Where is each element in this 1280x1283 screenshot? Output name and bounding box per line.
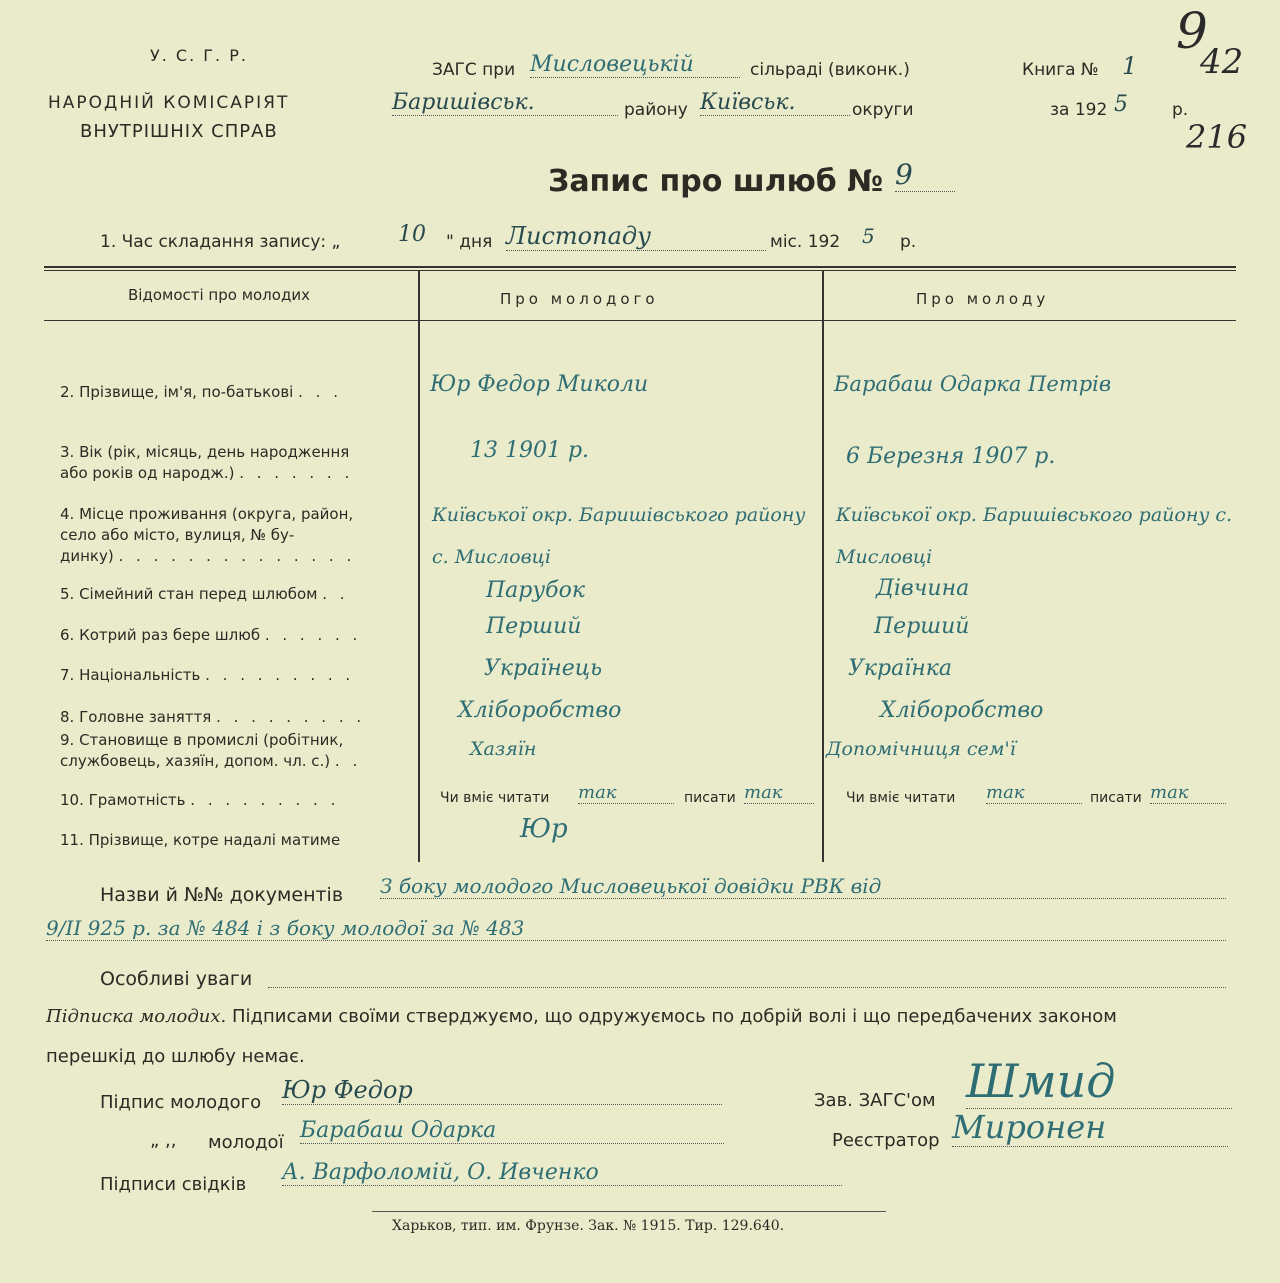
notes-label: Особливі уваги <box>100 968 253 990</box>
bride-age: 6 Березня 1907 р. <box>846 444 1056 469</box>
groom-signature: Юр Федор <box>282 1076 722 1105</box>
record-year-suffix: р. <box>900 232 917 252</box>
groom-write-label: писати <box>684 790 736 806</box>
bride-signature-label: молодої <box>208 1132 284 1153</box>
row-label-future-surname: 11. Прізвище, котре надалі матиме <box>60 831 341 849</box>
registrar-signature: Миронен <box>952 1108 1228 1147</box>
book-label: Книга № <box>1022 60 1099 80</box>
row-label-marital: 5. Сімейний стан перед шлюбом . . <box>60 585 349 603</box>
table-top-border <box>44 266 1236 268</box>
bride-signature-quote: „ ,, <box>150 1130 177 1151</box>
groom-signature-label: Підпис молодого <box>100 1092 262 1113</box>
groom-position: Хазяїн <box>470 738 537 760</box>
zags-prefix: ЗАГС при <box>432 60 516 80</box>
groom-marital: Парубок <box>486 578 585 603</box>
row-label-position: 9. Становище в промислі (робітник, службовець, хазяїн, допом. чл. с.) . . <box>60 731 362 770</box>
registrar-label: Реєстратор <box>832 1130 940 1151</box>
notes-line <box>268 986 1226 988</box>
groom-occupation: Хліборобство <box>458 698 622 723</box>
row-label-nationality: 7. Національність . . . . . . . . . <box>60 666 355 684</box>
row-label-age: 3. Вік (рік, місяць, день народження або років од народж.) . . . . . . . <box>60 443 354 482</box>
okruha-label: округи <box>852 100 914 120</box>
row-label-marriage-count: 6. Котрий раз бере шлюб . . . . . . <box>60 626 362 644</box>
declaration-line1: Підписка молодих. Підписами своїми стверджуємо, що одружуємось по добрій волі і що передбачених законом <box>46 1006 1117 1027</box>
head-label: Зав. ЗАГС'ом <box>814 1090 936 1111</box>
bride-read-value: так <box>986 782 1082 804</box>
printer-info: Харьков, тип. им. Фрунзе. Зак. № 1915. Тир. 129.640. <box>392 1218 785 1234</box>
year-suffix: р. <box>1172 100 1189 120</box>
page-title: Запис про шлюб № <box>548 164 884 199</box>
groom-future-surname: Юр <box>520 814 568 844</box>
witnesses-label: Підписи свідків <box>100 1174 247 1195</box>
commissariat-line2: ВНУТРІШНІХ СПРАВ <box>80 121 278 142</box>
header-groom: Про молодого <box>500 290 659 308</box>
record-time-label: 1. Час складання запису: „ <box>100 232 341 252</box>
bride-marriage-count: Перший <box>874 614 970 639</box>
row-label-residence: 4. Місце проживання (округа, район, село або місто, вулиця, № бу- динку) . . . . . . . . . . . . . . <box>60 505 356 565</box>
raion-label: району <box>624 100 688 120</box>
row-label-literacy: 10. Грамотність . . . . . . . . . <box>60 791 340 809</box>
groom-residence: Київської окр. Баришівського району с. Мисловці <box>432 504 806 568</box>
documents-line2: 9/ІІ 925 р. за № 484 і з боку молодої за № 483 <box>46 916 1226 941</box>
bride-write-value: так <box>1150 782 1226 804</box>
record-day-suffix: " дня <box>446 232 493 252</box>
okruha-handwritten: Київськ. <box>700 90 850 116</box>
documents-line1: З боку молодого Мисловецької довідки РВК від <box>380 874 1226 899</box>
zags-village-handwritten: Мисловецькій <box>530 52 740 78</box>
corner-number: 216 <box>1186 118 1248 156</box>
bride-residence: Київської окр. Баришівського району с. Мисловці <box>836 504 1233 568</box>
commissariat-line1: НАРОДНІЙ КОМІСАРІЯТ <box>48 93 290 113</box>
book-number-handwritten: 1 <box>1122 52 1138 80</box>
year-handwritten: 5 <box>1114 92 1128 117</box>
groom-age: 13 1901 р. <box>470 438 590 463</box>
raion-handwritten: Баришівськ. <box>392 90 618 116</box>
bride-nationality: Українка <box>848 656 953 681</box>
groom-marriage-count: Перший <box>486 614 582 639</box>
bride-name: Барабаш Одарка Петрів <box>834 372 1112 396</box>
declaration-bold: Підписка молодих. <box>46 1006 227 1027</box>
bride-occupation: Хліборобство <box>880 698 1044 723</box>
row-label-name: 2. Прізвище, ім'я, по-батькові . . . <box>60 383 342 401</box>
bride-read-label: Чи вміє читати <box>846 790 956 806</box>
groom-read-value: так <box>578 782 674 804</box>
table-header-divider <box>44 320 1236 321</box>
row-label-occupation: 8. Головне заняття . . . . . . . . . <box>60 708 366 726</box>
groom-read-label: Чи вміє читати <box>440 790 550 806</box>
table-column-divider-2 <box>822 270 824 862</box>
zags-suffix: сільраді (виконк.) <box>750 60 910 80</box>
bride-write-label: писати <box>1090 790 1142 806</box>
year-label: за 192 <box>1050 100 1108 120</box>
bride-position: Допомічниця сем'ї <box>826 738 1016 760</box>
documents-label: Назви й №№ документів <box>100 884 344 906</box>
record-day-handwritten: 10 <box>398 222 426 247</box>
book-corner-number2: 42 <box>1200 42 1244 82</box>
groom-name: Юр Федор Миколи <box>430 372 649 397</box>
table-top-border-2 <box>44 270 1236 271</box>
head-signature: Шмид <box>966 1054 1232 1109</box>
bride-marital: Дівчина <box>876 576 970 601</box>
groom-write-value: так <box>744 782 814 804</box>
record-number-handwritten: 9 <box>895 158 955 192</box>
declaration-line2: перешкід до шлюбу немає. <box>46 1046 305 1067</box>
header-info: Відомості про молодих <box>128 286 310 304</box>
ussr-header: У. С. Г. Р. <box>150 46 248 65</box>
record-month-handwritten: Листопаду <box>506 222 766 251</box>
bride-signature: Барабаш Одарка <box>300 1118 724 1144</box>
book-corner-number: 9 <box>1176 2 1208 60</box>
table-column-divider-1 <box>418 270 420 862</box>
groom-nationality: Українець <box>484 656 603 681</box>
record-month-label: міс. 192 <box>770 232 841 252</box>
header-bride: Про молоду <box>916 290 1050 308</box>
witnesses-signature: А. Варфоломій, О. Ивченко <box>282 1160 842 1186</box>
footer-rule <box>372 1210 886 1212</box>
record-year-handwritten: 5 <box>862 224 875 248</box>
